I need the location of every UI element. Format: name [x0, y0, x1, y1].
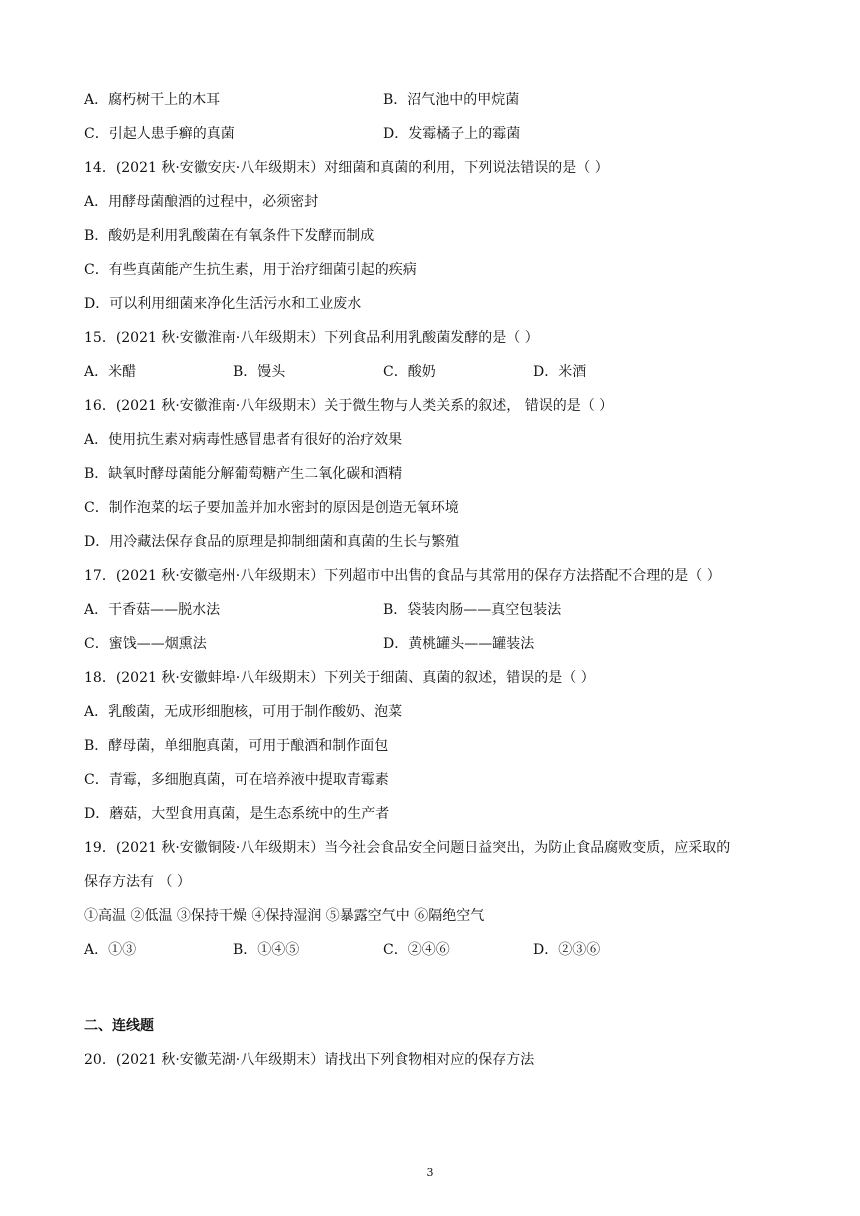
q13-option-d: D．发霉橘子上的霉菌: [383, 126, 521, 142]
q17-option-c: C．蜜饯——烟熏法: [84, 636, 207, 652]
q16-stem: 16．(2021 秋·安徽淮南·八年级期末）关于微生物与人类关系的叙述， 错误的是（ ）: [84, 398, 614, 414]
q16-option-b: B．缺氧时酵母菌能分解葡萄糖产生二氧化碳和酒精: [84, 466, 403, 482]
q18-stem: 18．(2021 秋·安徽蚌埠·八年级期末）下列关于细菌、真菌的叙述，错误的是（ ）: [84, 670, 595, 686]
q19-items: ①高温 ②低温 ③保持干燥 ④保持湿润 ⑤暴露空气中 ⑥隔绝空气: [84, 908, 485, 924]
q15-option-d: D．米酒: [533, 364, 587, 380]
q16-option-d: D．用冷藏法保存食品的原理是抑制细菌和真菌的生长与繁殖: [84, 534, 460, 550]
q13-option-c: C．引起人患手癣的真菌: [84, 126, 235, 142]
q17-option-d: D．黄桃罐头——罐装法: [383, 636, 535, 652]
q18-option-d: D．蘑菇，大型食用真菌，是生态系统中的生产者: [84, 806, 390, 822]
q18-option-a: A．乳酸菌，无成形细胞核，可用于制作酸奶、泡菜: [84, 704, 403, 720]
page-number: 3: [426, 1166, 434, 1179]
q16-option-c: C．制作泡菜的坛子要加盖并加水密封的原因是创造无氧环境: [84, 500, 459, 516]
q14-option-d: D．可以利用细菌来净化生活污水和工业废水: [84, 296, 362, 312]
q15-option-a: A．米醋: [84, 364, 137, 380]
q17-stem: 17．(2021 秋·安徽亳州·八年级期末）下列超市中出售的食品与其常用的保存方法搭配不合理的是（ ）: [84, 568, 721, 584]
q19-option-d: D．②③⑥: [533, 942, 601, 958]
q19-stem-line2: 保存方法有 （ ）: [84, 874, 191, 890]
q19-option-a: A．①③: [84, 942, 137, 958]
q14-option-c: C．有些真菌能产生抗生素，用于治疗细菌引起的疾病: [84, 262, 417, 278]
q14-stem: 14．(2021 秋·安徽安庆·八年级期末）对细菌和真菌的利用，下列说法错误的是（ ）: [84, 160, 609, 176]
q14-option-a: A．用酵母菌酿酒的过程中，必须密封: [84, 194, 319, 210]
q13-option-a: A．腐朽树干上的木耳: [84, 92, 221, 108]
q15-option-b: B．馒头: [233, 364, 286, 380]
q17-option-b: B．袋装肉肠——真空包装法: [383, 602, 562, 618]
q15-stem: 15．(2021 秋·安徽淮南·八年级期末）下列食品利用乳酸菌发酵的是（ ）: [84, 330, 539, 346]
q13-option-b: B．沼气池中的甲烷菌: [383, 92, 520, 108]
q18-option-c: C．青霉，多细胞真菌，可在培养液中提取青霉素: [84, 772, 389, 788]
q20-stem: 20．(2021 秋·安徽芜湖·八年级期末）请找出下列食物相对应的保存方法: [84, 1052, 535, 1068]
q16-option-a: A．使用抗生素对病毒性感冒患者有很好的治疗效果: [84, 432, 403, 448]
q14-option-b: B．酸奶是利用乳酸菌在有氧条件下发酵而制成: [84, 228, 375, 244]
q18-option-b: B．酵母菌，单细胞真菌，可用于酿酒和制作面包: [84, 738, 389, 754]
q19-stem-line1: 19．(2021 秋·安徽铜陵·八年级期末）当今社会食品安全问题日益突出，为防止食品腐败变质，应采取的: [84, 840, 731, 856]
section-heading: 二、连线题: [84, 1018, 154, 1034]
q15-option-c: C．酸奶: [383, 364, 436, 380]
q19-option-b: B．①④⑤: [233, 942, 300, 958]
q19-option-c: C．②④⑥: [383, 942, 450, 958]
q17-option-a: A．干香菇——脱水法: [84, 602, 221, 618]
